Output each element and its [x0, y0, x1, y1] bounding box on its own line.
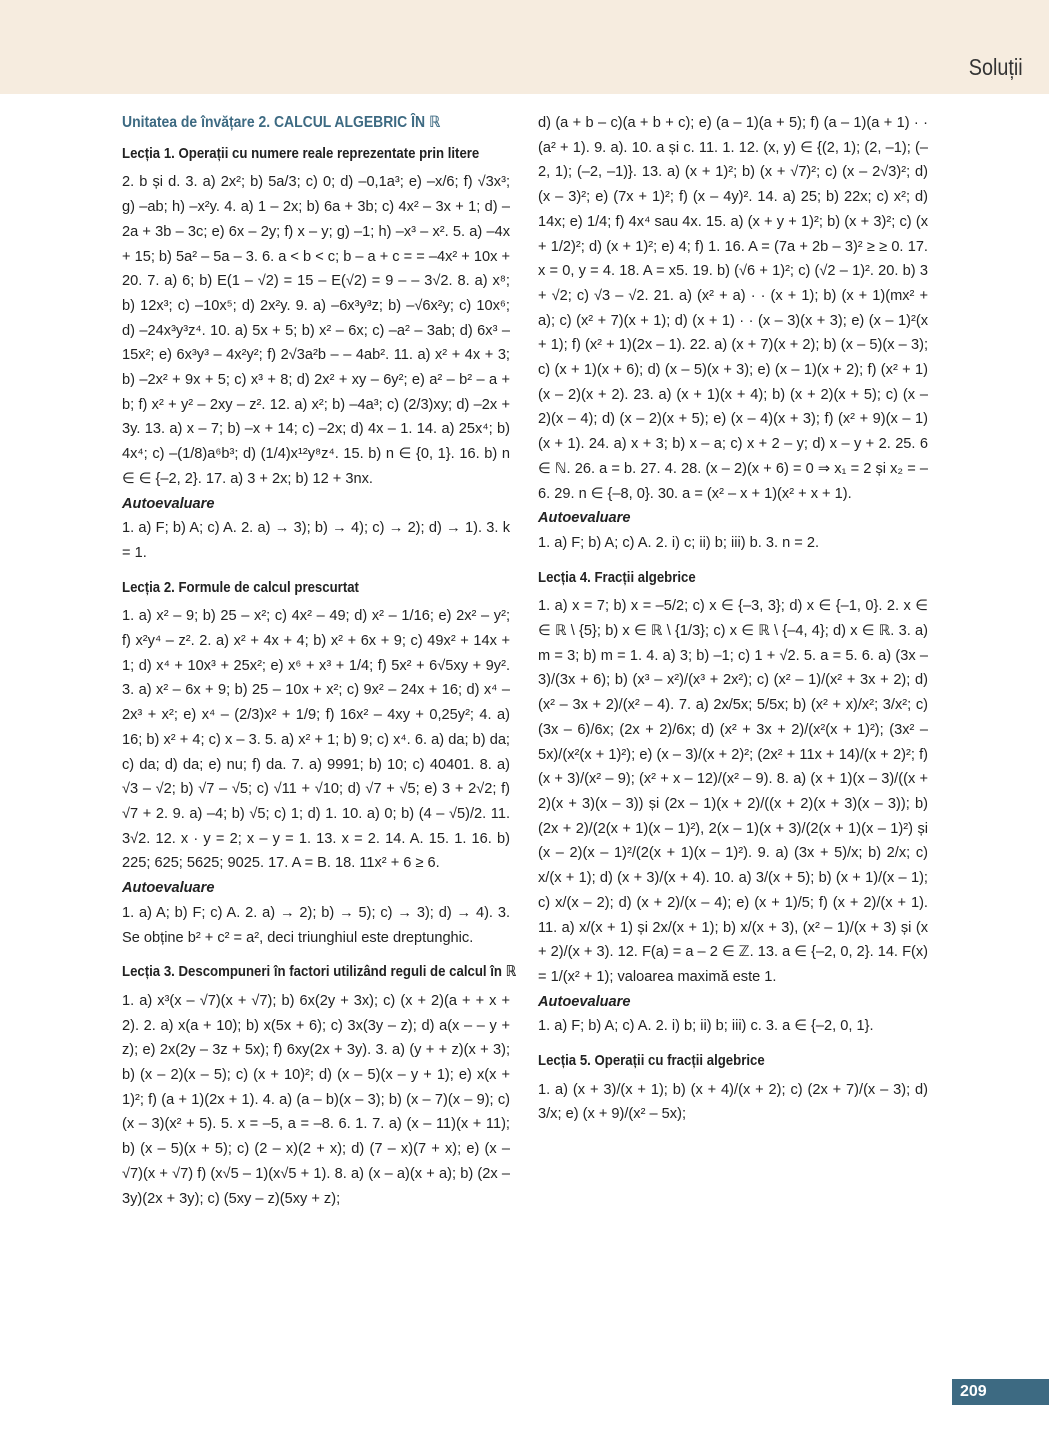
self-assessment-3-solutions: 1. a) F; b) A; c) A. 2. i) c; ii) b; iii) b. 3. n = 2.: [538, 534, 820, 551]
self-assessment-2-solutions: 1. a) A; b) F; c) A. 2. a) → 2); b) → 5); c) → 3); d) → 4). 3. Se obține b² + c² = a², deci triunghiul este dreptunghic.: [122, 904, 510, 946]
self-assessment-4-title: Autoevaluare: [538, 993, 631, 1010]
self-assessment-3-title: Autoevaluare: [538, 510, 631, 527]
lesson-3-solutions: 1. a) x³(x – √7)(x + √7); b) 6x(2y + 3x); c) (x + 2)(a + + x + 2). 2. a) x(a + 10); b) x(5x + 6); c) 3x(3y – z); d) a(x – – y + z); e) 2x(2y – 3z + 5x); f) 6xy(2x + 3y). 3. a) (y + + z)(x + 3); b) (x – 2)(x – 5); c) (x + 10)²; d) (x – 5)(x – y + 1); e) x(x + 1)²; f) (a + 1)(2x + 1). 4. a) (a – b)(x – 3); b) (x – 7)(x – 9); c) (x – 3)(x² + 5). 5. x = –5, a = –8. 6. 1. 7. a) (x – 11)(x + 11); b) (x – 5)(x + 5); c) (2 – x)(2 + x); d) (7 – x)(7 + x); e) (x – √7)(x + √7) f) (x√5 – 1)(x√5 + 1). 8. a) (x – a)(x + a); b) (2x – 3y)(2x + 3y); c) (5xy – z)(5xy + z);: [122, 992, 510, 1207]
lesson-4-title: Lecția 4. Fracții algebrice: [538, 568, 696, 586]
right-column: [538, 111, 928, 1127]
self-assessment-2-title: Autoevaluare: [122, 880, 215, 897]
self-assessment-1-solutions: 1. a) F; b) A; c) A. 2. a) → 3); b) → 4); c) → 2); d) → 1). 3. k = 1.: [122, 520, 510, 561]
running-title: Soluții: [969, 54, 1023, 80]
self-assessment-1-title: Autoevaluare: [122, 495, 215, 512]
lesson-2-title: Lecția 2. Formule de calcul prescurtat: [122, 578, 359, 596]
lesson-5-title: Lecția 5. Operații cu fracții algebrice: [538, 1052, 765, 1070]
lesson-4-solutions: 1. a) x = 7; b) x = –5/2; c) x ∈ {–3, 3}; d) x ∈ {–1, 0}. 2. x ∈ ∈ ℝ \ {5}; b) x ∈ ℝ \ {1/3}; c) x ∈ ℝ \ {–4, 4}; d) x ∈ ℝ. 3. a) m = 3; b) m = 1. 4. a) 3; b) –1; c) 1 + √2. 5. a = 5. 6. a) (3x – 3)/(3x + 6); b) (x³ – x²)/(x³ + 2x²); c) (x² – 1)/(x² + 3x + 2); d) (x² – 3x + 2)/(x² – 4). 7. a) 2x/5x; 5/5x; b) (x² + x)/x²; 3/x²; c) (3x – 6)/6x; (2x + 2)/6x; d) (x² + 3x + 2)/(x²(x + 1)²); (3x² – 5x)/(x²(x + 1)²); e) (x – 3)/(x + 2)²; (2x² + 11x + 14)/(x + 2)²; f) (x + 3)/(x² – 9); (x² + x – 12)/(x² – 9). 8. a) (x + 1)(x – 3)/((x + 2)(x + 3)(x – 3)) și (2x – 1)(x + 2)/((x + 2)(x + 3)(x – 3)); b) (2x + 2)/(2(x + 1)(x – 1)²), 2(x – 1)(x + 3)/(2(x + 1)(x – 1)²) și (x – 2)(x – 1)²/(2(x + 1)(x – 1)²). 9. a) (3x + 5)/x; b) 2/x; c) x/(x + 1); d) (x + 3)/(x + 4). 10. a) 3/(x + 5); b) (x + 1)/(x – 1); c) x/(x – 2); d) (x + 2)/(x – 4); e) (x + 1)/5; f) (x + 2)/(x + 1). 11. a) x/(x + 1) și 2x/(x + 1); b) x/(x + 3), (x² – 1)/(x + 3) și (x + 2)/(x + 3). 12. F(a) = a – 2 ∈ ℤ. 13. a ∈ {–2, 0, 2}. 14. F(x) = 1/(x² + 1); valoarea maximă este 1.: [538, 598, 928, 985]
left-column: [122, 111, 517, 1211]
page-number: 209: [952, 1379, 1049, 1405]
lesson-1-title: Lecția 1. Operații cu numere reale reprezentate prin litere: [122, 144, 480, 162]
lesson-3-title: Lecția 3. Descompuneri în factori utilizând reguli de calcul în ℝ: [122, 963, 517, 981]
self-assessment-4-solutions: 1. a) F; b) A; c) A. 2. i) b; ii) b; iii) c. 3. a ∈ {–2, 0, 1}.: [538, 1018, 874, 1035]
lesson-1-solutions: 2. b și d. 3. a) 2x²; b) 5a/3; c) 0; d) –0,1a³; e) –x/6; f) √3x³; g) –ab; h) –x²y. 4. a) 1 – 2x; b) 6a + 3b; c) 4x² – 3x + 1; d) –2a + 3b – 3c; e) 6x – 2y; f) x – y; g) –1; h) –x³ – x². 5. a) –4x + 15; b) 5a² – 5a – 3. 6. a < b < c; b – a + c = = –4x² + 10x + 20. 7. a) 6; b) E(1 – √2) = 15 – E(√2) = 9 – – 3√2. 8. a) x⁸; b) 12x³; c) –10x⁵; d) 2x²y. 9. a) –6x³y³z; b) –√6x²y; c) 10x⁶; d) –24x³y³z⁴. 10. a) 5x + 5; b) x² – 6x; c) –a² – 3ab; d) 6x³ – 15x²; e) 6x³y³ – 4x²y²; f) 2√3a²b – – 4ab². 11. a) x² + 4x + 3; b) –2x² + 9x + 5; c) x³ + 8; d) 2x² + xy – 6y²; e) a² – b² – a + b; f) x² + y² – 2xy – z². 12. a) x²; b) –4a³; c) (2/3)xy; d) –2x + 3y. 13. a) x – 7; b) –x + 14; c) –2x; d) 4x – 1. 14. a) 25x⁴; b) 4x⁴; c) –(1/8)a⁶b³; d) (1/4)x¹²y⁸z⁴. 15. b) n ∈ {0, 1}. 16. b) n ∈ ∈ {–2, 2}. 17. a) 3 + 2x; b) 12 + 3nx.: [122, 174, 510, 487]
header-band: [0, 0, 1049, 94]
lesson-2-solutions: 1. a) x² – 9; b) 25 – x²; c) 4x² – 49; d) x² – 1/16; e) 2x² – y²; f) x²y⁴ – z². 2. a) x² + 4x + 4; b) x² + 6x + 9; c) 49x² + 14x + 1; d) x⁴ + 10x³ + 25x²; e) x⁶ + x³ + 1/4; f) 5x² + 6√5xy + 9y². 3. a) x² – 6x + 9; b) 25 – 10x + x²; c) 9x² – 24x + 16; d) x⁴ – 2x³ + x²; e) x⁴ – (2/3)x² + 1/9; f) 16x² – 4xy + 0,25y²; 4. a) 16; b) x² + 4; c) x – 3. 5. a) x² + 1; b) 9; c) x⁴. 6. a) da; b) da; c) da; d) da; e) nu; f) da. 7. a) 9991; b) 10; c) 40401. 8. a) √3 – √2; b) √7 – √5; c) √11 + √10; d) √7 + √5; e) 3 + 2√2; f) √7 + 2. 9. a) –4; b) √5; c) 1; d) 1. 10. a) 0; b) (4 – √5)/2. 11. 3√2. 12. x · y = 2; x – y = 1. 13. x = 2. 14. A. 15. 1. 16. b) 225; 625; 5625; 9025. 17. A = B. 18. 11x² + 6 ≥ 6.: [122, 608, 510, 872]
lesson-5-solutions: 1. a) (x + 3)/(x + 1); b) (x + 4)/(x + 2); c) (2x + 7)/(x – 3); d) 3/x; e) (x + 9)/(x² – 5x);: [538, 1081, 928, 1123]
unit-title: Unitatea de învățare 2. CALCUL ALGEBRIC ÎN ℝ: [122, 114, 441, 131]
lesson-3-solutions-continued: d) (a + b – c)(a + b + c); e) (a – 1)(a + 5); f) (a – 1)(a + 1) · · (a² + 1). 9. a). 10. a și c. 11. 1. 12. (x, y) ∈ {(2, 1); (2, –1); (–2, 1); (–2, –1)}. 13. a) (x + 1)²; b) (x + √7)²; c) (x – 2√3)²; d) (x – 3)²; e) (7x + 1)²; f) (x – 4y)². 14. a) 25; b) 22x; c) x²; d) 14x; e) 1/4; f) 4x⁴ sau 4x. 15. a) (x + y + 1)²; b) (x + 3)²; c) (x + 1/2)²; d) (x + 1)²; e) 4; f) 1. 16. A = (7a + 2b – 3)² ≥ ≥ 0. 17. x = 0, y = 4. 18. A = x5. 19. b) (√6 + 1)²; c) (√2 – 1)². 20. b) 3 + √2; c) √3 – √2. 21. a) (x² + a) · · (x + 1); b) (x + 1)(mx² + a); c) (x² + 7)(x + 1); d) (x + 1) · · (x – 3)(x + 3); e) (x – 1)²(x + 1); f) (x² + 1)(2x – 1). 22. a) (x + 7)(x + 2); b) (x – 5)(x – 3); c) (x + 1)(x + 6); d) (x – 5)(x + 3); e) (x – 1)(x + 2); f) (x² + 1)(x – 2)(x + 2). 23. a) (x + 1)(x + 4); b) (x + 2)(x + 5); c) (x – 2)(x – 4); d) (x – 2)(x + 5); e) (x – 4)(x + 3); f) (x² + 9)(x – 1)(x + 1). 24. a) x + 3; b) x – a; c) x + 2 – y; d) x – y + 2. 25. 6 ∈ ℕ. 26. a = b. 27. 4. 28. (x – 2)(x + 6) = 0 ⇒ x₁ = 2 și x₂ = –6. 29. n ∈ {–8, 0}. 30. a = (x² – x + 1)(x² + x + 1).: [538, 115, 928, 502]
